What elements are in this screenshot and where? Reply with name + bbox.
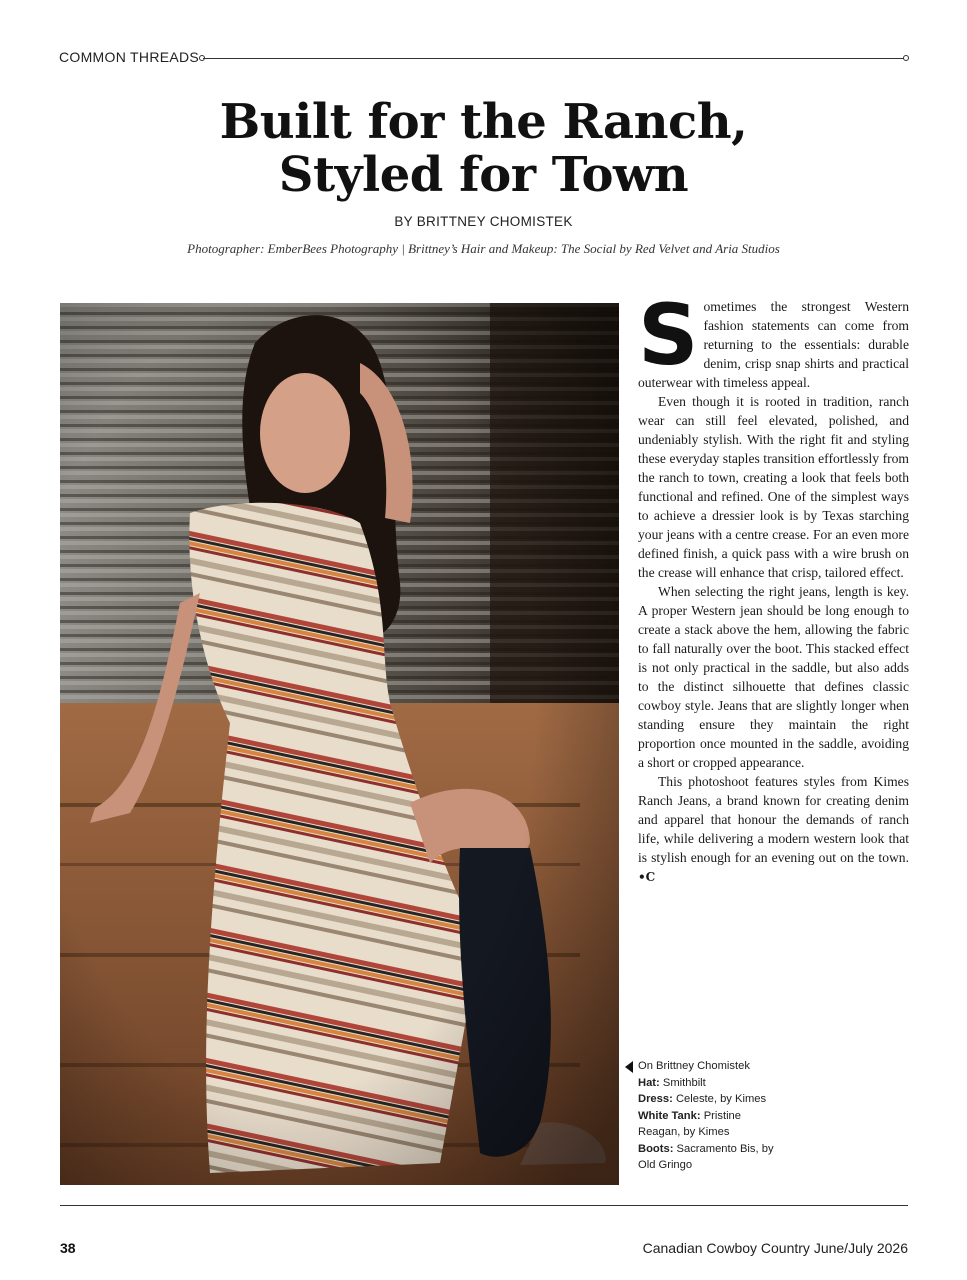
rule-dot-right — [903, 55, 909, 61]
caption-value: Celeste, by Kimes — [675, 1093, 767, 1105]
article-paragraph-1 — [638, 286, 909, 392]
end-mark: •C — [638, 870, 656, 884]
title-line-1: Built for the Ranch, — [219, 94, 748, 150]
feature-photo — [60, 303, 619, 1185]
page-number: 38 — [60, 1240, 76, 1256]
caption-item-tank — [638, 1108, 778, 1141]
caption-value: Smithbilt — [662, 1076, 706, 1089]
photo-caption — [638, 1058, 778, 1174]
photo-illustration — [60, 303, 619, 1185]
caption-value: Pristine Reagan, by Kimes — [638, 1109, 741, 1138]
section-label: COMMON THREADS — [59, 49, 200, 65]
magazine-issue: Canadian Cowboy Country June/July 2026 — [642, 1240, 908, 1256]
byline: BY BRITTNEY CHOMISTEK — [394, 214, 573, 229]
header-rule — [203, 58, 905, 59]
caption-intro: On Brittney Chomistek — [638, 1060, 750, 1072]
caption-label: Dress: — [638, 1093, 673, 1105]
paragraph-1-text: ometimes the strongest Western fashion statements can come from returning to the essentials: durable denim, crisp snap shirts and practical outerwear with timeless appeal. — [638, 299, 909, 390]
caption-label: White Tank: — [638, 1109, 701, 1122]
caption-item-hat — [638, 1075, 778, 1092]
paragraph-4-text: This photoshoot features styles from Kimes Ranch Jeans, a brand known for creating denim and apparel that honour the demands of ranch life, while delivering a modern western look that is stylish enough for an evening out on the town. — [638, 774, 909, 865]
caption-item-boots — [638, 1141, 778, 1174]
caption-value: Sacramento Bis, by Old Gringo — [638, 1142, 774, 1171]
article-title — [0, 96, 967, 202]
caption-arrow-icon — [625, 1061, 633, 1073]
photo-credits: Photographer: EmberBees Photography | Brittney’s Hair and Makeup: The Social by Red Velvet and Aria Studios — [187, 241, 780, 256]
article-paragraph-3: When selecting the right jeans, length is key. A proper Western jean should be long enough to create a stack above the hem, allowing the fabric to fall naturally over the boot. This stacked effect is not only practical in the saddle, but also adds to the distinct silhouette that defines classic cowboy style. Jeans that are slightly longer when standing ensure they maintain the right proportion once mounted in the saddle, avoiding a short or cropped appearance. — [638, 584, 909, 770]
article-body — [638, 286, 909, 887]
caption-item-dress — [638, 1091, 778, 1108]
caption-label: Boots: — [638, 1142, 674, 1155]
footer-rule — [60, 1205, 908, 1206]
caption-label: Hat: — [638, 1076, 660, 1089]
article-paragraph-2: Even though it is rooted in tradition, ranch wear can still feel elevated, polished, and undeniably stylish. With the right fit and styling these everyday staples transition effortlessly from the ranch to town, creating a look that feels both functional and refined. One of the simplest ways to achieve a dressier look is by Texas starching your jeans with a centre crease. For an even more defined finish, a quick pass with a wire brush on the crease will enhance that crisp, tailored effect. — [638, 394, 909, 580]
article-paragraph-4 — [638, 772, 909, 887]
drop-cap: S — [638, 286, 699, 384]
title-line-2: Styled for Town — [278, 147, 689, 203]
